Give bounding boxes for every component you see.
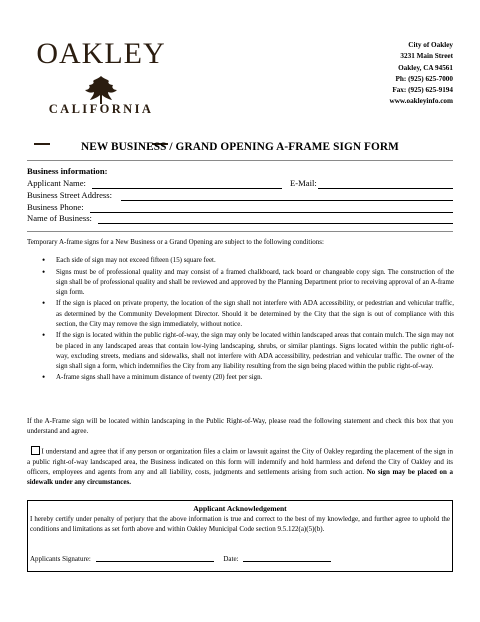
contact-city: Oakley, CA 94561 [398, 63, 453, 72]
contact-phone: Ph: (925) 625-7000 [395, 74, 453, 83]
contact-website[interactable]: www.oakleyinfo.com [389, 97, 453, 106]
email-field[interactable] [318, 188, 453, 189]
agreement-text: I understand and agree that if any person or organization files a claim or lawsuit against the City of Oakley regarding the placement of the sign in a public right-of-way landscaped area, the Business indicated on this form will indemnify and hold harmless and defend the City of Oakley and its officers, employees and agents from any and all liability, costs, judgments and settlements arising from such action. [27, 447, 453, 476]
agreement-bold-text: No sign may be placed on a sidewalk under any circumstances. [27, 467, 454, 487]
conditions-list [56, 255, 454, 384]
street-address-field[interactable] [121, 200, 453, 201]
business-name-field[interactable] [98, 223, 453, 224]
street-address-label: Business Street Address: [27, 190, 112, 200]
acknowledgement-text: I hereby certify under penalty of perjury that the above information is true and correct to the best of my knowledge, and further agree to uphold the conditions and limitations as set forth above and within Oakley Municipal Code section 9.5.122(a)(5)(b). [30, 515, 450, 534]
applicant-name-field[interactable] [92, 188, 282, 189]
agree-checkbox[interactable] [31, 446, 40, 455]
acknowledgement-box [27, 500, 453, 572]
contact-name: City of Oakley [408, 41, 453, 49]
applicant-name-label: Applicant Name: [27, 178, 86, 188]
signature-label: Applicants Signature: [30, 555, 91, 563]
conditions-intro: Temporary A-frame signs for a New Business or a Grand Opening are subject to the following conditions: [27, 238, 324, 246]
logo-wordmark: OAKLEY [36, 37, 166, 70]
title-divider [27, 160, 453, 161]
date-field[interactable] [243, 561, 331, 562]
condition-item: • Signs must be of professional quality and may consist of a framed chalkboard, tack board or changeable copy sign. The construction of the sign shall be of professional quality and shall be reviewed and approved by the Planning Department prior to receiving approval of an A-frame sign form. [56, 267, 454, 298]
business-phone-field[interactable] [90, 212, 453, 213]
condition-item: • If the sign is placed on private property, the location of the sign shall not interfere with ADA accessibility, or pedestrian and vehicular traffic, as determined by the Community Development Director. Should it be determined by the City that the sign is out of compliance with this section, the City may remove the sign immediately, without notice. [56, 298, 454, 329]
city-contact-block [273, 40, 453, 108]
agreement-statement [27, 446, 453, 487]
condition-item: • Each side of sign may not exceed fifteen (15) square feet. [56, 255, 454, 265]
form-title: NEW BUSINESS / GRAND OPENING A-FRAME SIGN FORM [81, 141, 399, 153]
signature-row [30, 555, 331, 563]
contact-fax: Fax: (925) 625-9194 [392, 86, 453, 95]
logo-state-text: CALIFORNIA [48, 102, 154, 116]
acknowledgement-title: Applicant Acknowledgement [193, 504, 287, 513]
city-logo [36, 38, 166, 118]
business-info-heading: Business information: [27, 166, 108, 176]
section-divider [27, 231, 453, 232]
business-phone-label: Business Phone: [27, 202, 84, 212]
business-name-label: Name of Business: [27, 213, 92, 223]
email-label: E-Mail: [290, 178, 317, 188]
contact-street: 3231 Main Street [400, 52, 453, 61]
row-statement: If the A-Frame sign will be located within landscaping in the Public Right-of-Way, please read the following statement and check this box that you understand and agree. [27, 417, 453, 436]
condition-item: • A-frame signs shall have a minimum distance of twenty (20) feet per sign. [56, 372, 454, 382]
date-label: Date: [223, 555, 239, 563]
condition-item: • If the sign is located within the public right-of-way, the sign may only be located within landscaped areas that contain mulch. The sign may not be placed in any landscaped areas that contain low-lying landscaping, shrubs, or similar plantings. Signs located within the public right-of-way, excluding streets, medians and sidewalks, shall not interfere with ADA accessibility, pedestrian and vehicular traffic. The owner of the sign shall sign a form, which indemnifies the City from any liability resulting from the sign being placed within the public right-of-way. [56, 330, 454, 371]
signature-field[interactable] [96, 561, 214, 562]
